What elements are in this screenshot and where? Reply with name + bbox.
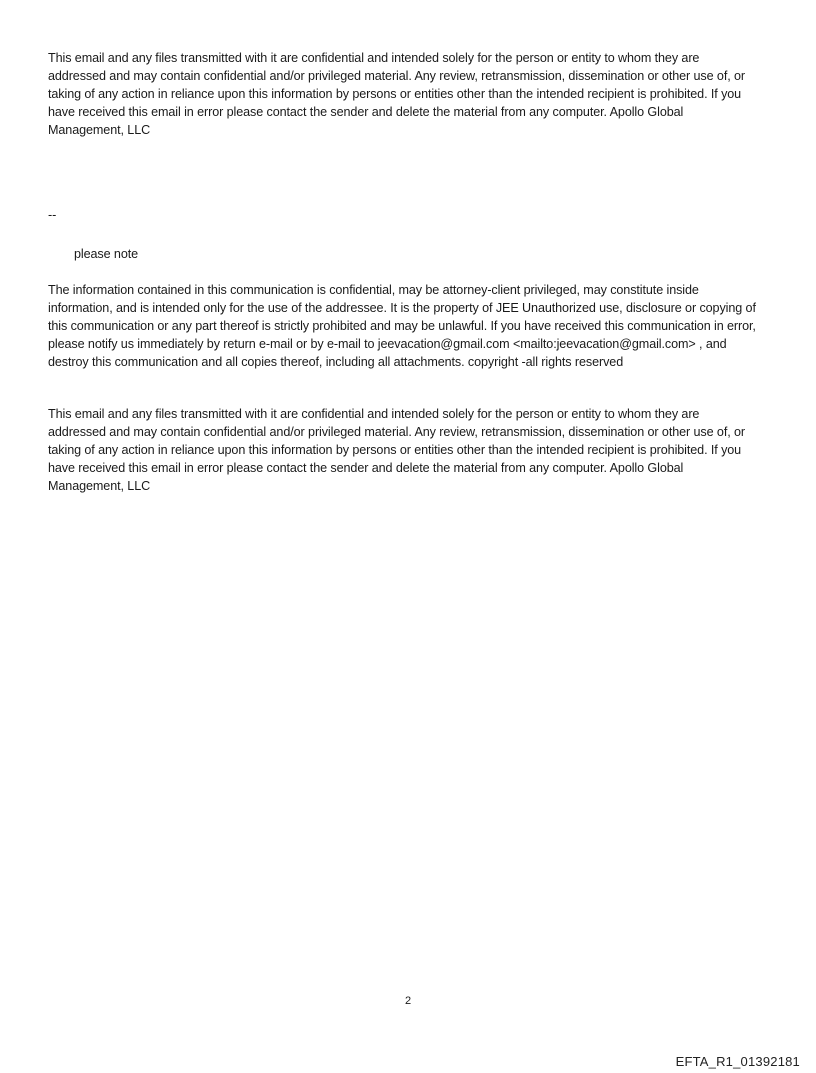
page-number: 2	[404, 995, 412, 1007]
confidentiality-disclaimer-repeat: This email and any files transmitted with it are confidential and intended solely for the person or entity to whom they are addressed and may contain confidential and/or privileged material. Any review, retransmission, dissemination or other use of, or taking of any action in reliance upon this information by persons or entities other than the intended recipient is prohibited. If you have received this email in error please contact the sender and delete the material from any computer. Apollo Global Management, LLC	[48, 407, 746, 493]
signature-separator: --	[48, 208, 57, 222]
privileged-information-notice: The information contained in this communication is confidential, may be attorney-client privileged, may constitute inside information, and is intended only for the use of the addressee. It is the property of JEE Unauthorized use, disclosure or copying of this communication or any part thereof is strictly prohibited and may be unlawful. If you have received this communication in error, please notify us immediately by return e-mail or by e-mail to jeevacation@gmail.com <mailto:jeevacation@gmail.com> , and destroy this communication and all copies thereof, including all attachments. copyright -all rights reserved	[48, 283, 756, 369]
document-identifier: EFTA_R1_01392181	[675, 1054, 800, 1069]
confidentiality-disclaimer: This email and any files transmitted with it are confidential and intended solely for the person or entity to whom they are addressed and may contain confidential and/or privileged material. Any review, retransmission, dissemination or other use of, or taking of any action in reliance upon this information by persons or entities other than the intended recipient is prohibited. If you have received this email in error please contact the sender and delete the material from any computer. Apollo Global Management, LLC	[48, 51, 746, 137]
please-note-heading: please note	[74, 247, 139, 261]
